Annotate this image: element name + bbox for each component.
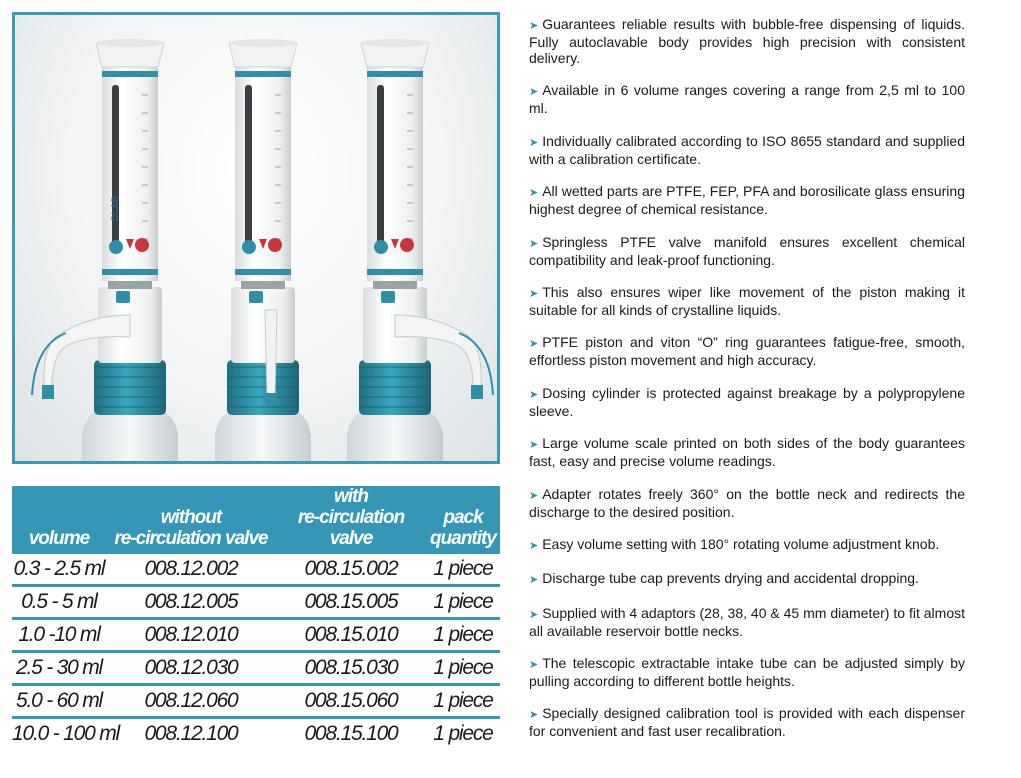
cell-pack-quantity: 1 piece (426, 586, 500, 619)
arrow-icon: ➤ (529, 338, 539, 351)
cell-without-valve-code: 008.12.002 (106, 554, 276, 586)
cell-volume: 1.0 -10 ml (12, 619, 106, 652)
cell-pack-quantity: 1 piece (426, 652, 500, 685)
feature-text: Easy volume setting with 180° rotating volume adjustment knob. (542, 535, 940, 552)
brand-label: DLAB (110, 196, 120, 221)
arrow-icon: ➤ (529, 489, 539, 502)
table-body (12, 554, 500, 749)
feature-text: Springless PTFE valve manifold ensures excellent chemical compatibility and leak-proof functioning. (529, 233, 965, 268)
feature-item (529, 655, 965, 689)
table-row (12, 718, 500, 750)
table-row (12, 685, 500, 718)
feature-item (529, 486, 965, 520)
arrow-icon: ➤ (529, 187, 539, 200)
feature-text: Available in 6 volume ranges covering a range from 2,5 ml to 100 ml. (529, 82, 965, 117)
arrow-icon: ➤ (529, 574, 539, 587)
cell-pack-quantity: 1 piece (426, 554, 500, 586)
teal-band-shape (367, 71, 423, 77)
arrow-icon: ➤ (529, 439, 539, 452)
cell-with-valve-code: 008.15.005 (276, 586, 426, 619)
dispensers-illustration (15, 15, 497, 461)
adjust-lever-shape (400, 238, 414, 252)
cell-pack-quantity: 1 piece (426, 685, 500, 718)
feature-item (529, 234, 965, 268)
feature-text: Supplied with 4 adaptors (28, 38, 40 & 45 mm diameter) to fit almost all available reservoir bottle necks. (529, 604, 965, 639)
table-header-row (12, 486, 500, 554)
teal-band-shape (367, 269, 423, 275)
cell-without-valve-code: 008.12.010 (106, 619, 276, 652)
feature-item (529, 133, 965, 167)
arrow-icon: ➤ (529, 659, 539, 672)
tube-cap-shape (265, 393, 277, 405)
cell-without-valve-code: 008.12.030 (106, 652, 276, 685)
feature-item (529, 385, 965, 419)
valve-knob-shape (116, 291, 130, 303)
scale-window-shape (377, 85, 384, 245)
teal-band-shape (235, 71, 291, 77)
feature-text: Adapter rotates freely 360° on the bottle neck and redirects the discharge to the desired position. (529, 485, 965, 520)
funnel-rim-shape (229, 39, 297, 47)
cell-pack-quantity: 1 piece (426, 619, 500, 652)
teal-band-shape (102, 269, 158, 275)
cell-without-valve-code: 008.12.005 (106, 586, 276, 619)
cell-with-valve-code: 008.15.060 (276, 685, 426, 718)
bottle-shape (82, 413, 178, 461)
scale-window-shape (245, 85, 252, 245)
feature-text: PTFE piston and viton “O” ring guarantees fatigue-free, smooth, effortless piston movement and high accuracy. (529, 334, 965, 369)
feature-text: Individually calibrated according to ISO 8655 standard and supplied with a calibration certificate. (529, 132, 965, 167)
feature-text: Discharge tube cap prevents drying and accidental dropping. (542, 570, 919, 587)
feature-item (529, 82, 965, 116)
header-without-valve: without re-circulation valve (106, 486, 276, 554)
bottle-shape (215, 413, 311, 461)
bottle-shape (347, 413, 443, 461)
cell-with-valve-code: 008.15.010 (276, 619, 426, 652)
valve-knob-shape (249, 291, 263, 303)
adjust-knob-shape (374, 240, 388, 254)
features-list (529, 16, 965, 756)
teal-band-shape (235, 269, 291, 275)
feature-item (529, 334, 965, 368)
table-row (12, 619, 500, 652)
feature-text: All wetted parts are PTFE, FEP, PFA and borosilicate glass ensuring highest degree of chemical resistance. (529, 183, 965, 218)
product-photo (12, 12, 500, 464)
feature-item (529, 605, 965, 639)
cell-volume: 2.5 - 30 ml (12, 652, 106, 685)
discharge-tube-shape (265, 310, 277, 395)
header-pack-quantity: pack quantity (426, 486, 500, 554)
adjust-lever-shape (135, 238, 149, 252)
arrow-icon: ➤ (529, 709, 539, 722)
feature-text: This also ensures wiper like movement of the piston making it suitable for all kinds of crystalline liquids. (529, 283, 965, 318)
arrow-icon: ➤ (529, 136, 539, 149)
arrow-icon: ➤ (529, 388, 539, 401)
feature-text: Large volume scale printed on both sides of the body guarantees fast, easy and precise volume readings. (529, 435, 965, 470)
feature-text: Dosing cylinder is protected against breakage by a polypropylene sleeve. (529, 384, 965, 419)
spec-table (12, 486, 500, 749)
funnel-rim-shape (96, 39, 164, 47)
table-row (12, 554, 500, 586)
tube-cap-shape (42, 385, 54, 399)
tube-cap-shape (471, 385, 483, 399)
feature-item (529, 705, 965, 739)
feature-text: Guarantees reliable results with bubble-free dispensing of liquids. Fully autoclavable body provides high precision with consistent delivery. (529, 16, 965, 66)
cell-volume: 10.0 - 100 ml (12, 722, 119, 745)
cell-volume: 0.5 - 5 ml (12, 586, 106, 619)
arrow-icon: ➤ (529, 237, 539, 250)
table-row (12, 586, 500, 619)
cell-with-valve-code: 008.15.002 (276, 554, 426, 586)
cell-without-valve-code: 008.12.100 (144, 722, 238, 745)
arrow-icon: ➤ (529, 608, 539, 621)
cell-without-valve-code: 008.12.060 (106, 685, 276, 718)
table-row (12, 652, 500, 685)
feature-item (529, 536, 965, 554)
feature-text: Specially designed calibration tool is provided with each dispenser for convenient and fast user recalibration. (529, 705, 965, 740)
adjust-lever-shape (268, 238, 282, 252)
arrow-icon: ➤ (529, 20, 539, 32)
cell-volume: 5.0 - 60 ml (12, 685, 106, 718)
cell-volume: 0.3 - 2.5 ml (12, 554, 106, 586)
feature-item (529, 183, 965, 217)
feature-item (529, 284, 965, 318)
arrow-icon: ➤ (529, 86, 539, 99)
funnel-rim-shape (361, 39, 429, 47)
header-with-valve: with re-circulation valve (276, 486, 426, 554)
arrow-icon: ➤ (529, 287, 539, 300)
cell-with-valve-code: 008.15.100 (304, 722, 398, 745)
arrow-icon: ➤ (529, 539, 539, 552)
feature-item (529, 435, 965, 469)
valve-knob-shape (381, 291, 395, 303)
header-volume: volume (12, 486, 106, 554)
teal-band-shape (102, 71, 158, 77)
cell-with-valve-code: 008.15.030 (276, 652, 426, 685)
feature-item (529, 16, 965, 66)
adjust-knob-shape (109, 240, 123, 254)
cell-pack-quantity: 1 piece (433, 722, 493, 745)
feature-item (529, 570, 965, 588)
feature-text: The telescopic extractable intake tube can be adjusted simply by pulling according to different bottle heights. (529, 655, 965, 690)
adjust-knob-shape (242, 240, 256, 254)
